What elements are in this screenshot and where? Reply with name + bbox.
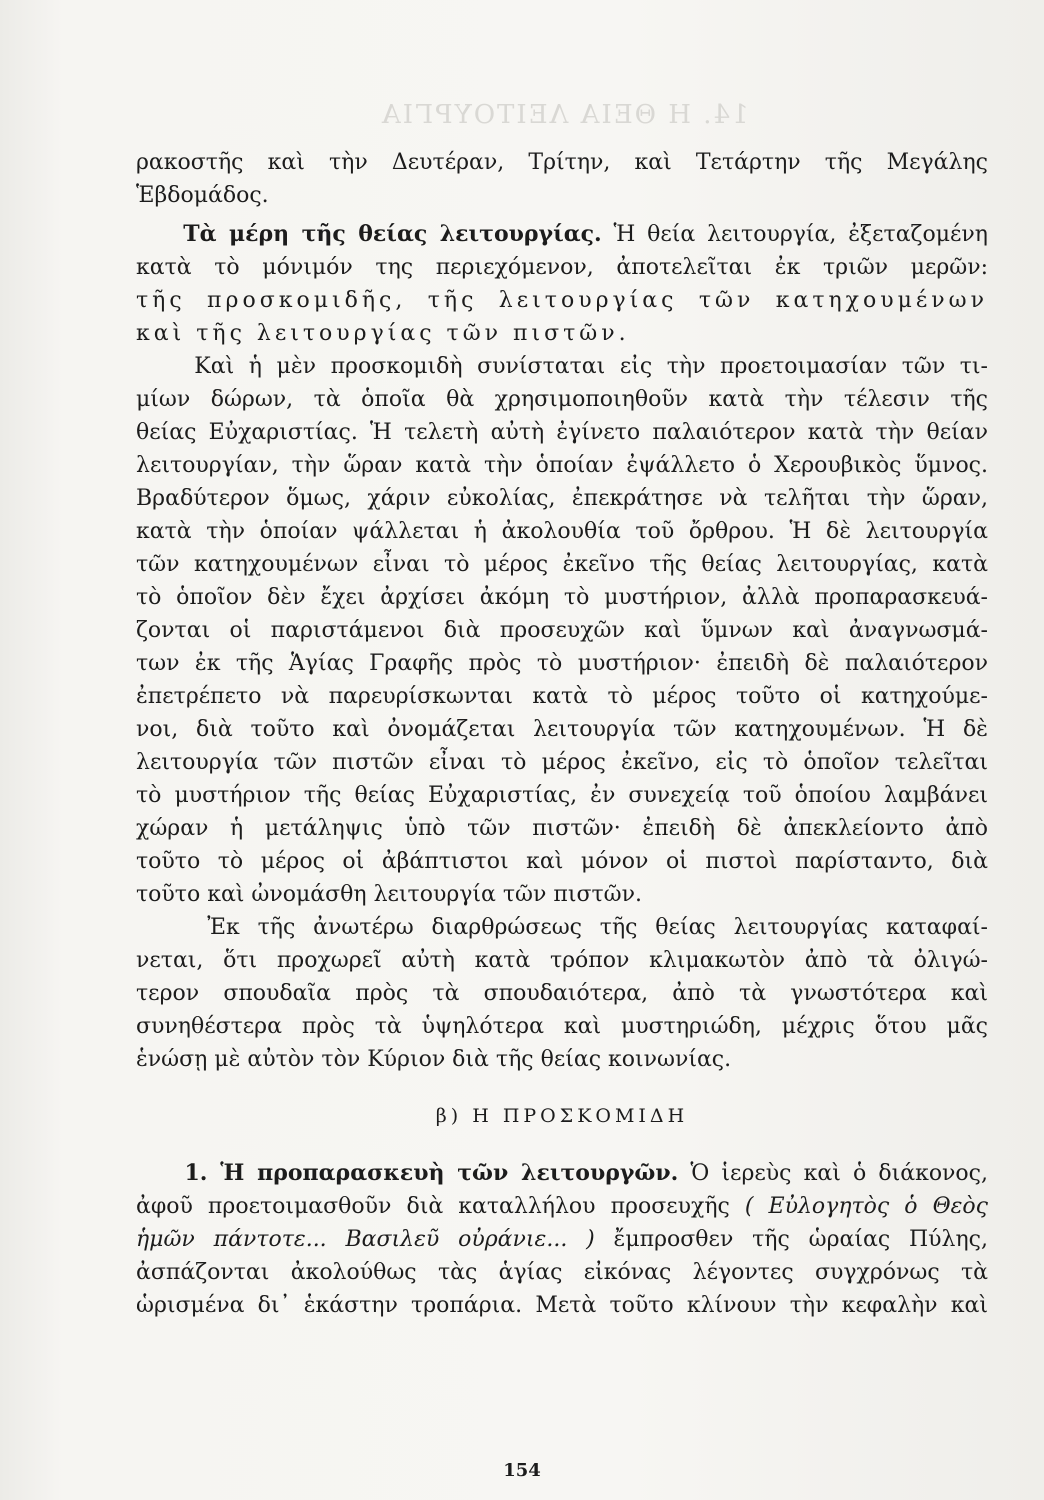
page-number: 154 [503,1460,541,1481]
italic-text: ( Εὐλογητὸς ὁ Θεὸς [744,1194,988,1219]
text-line: ζονται οἱ παριστάμενοι διὰ προσευχῶν καὶ ὕμνων καὶ ἀναγνωσμά- [136,618,988,643]
text-line: Καὶ ἡ μὲν προσκομιδὴ συνίσταται εἰς τὴν προετοιμασίαν τῶν τι- [194,354,988,379]
text-line: τοῦτο τὸ μέρος οἱ ἀβάπτιστοι καὶ μόνον οἱ πιστοὶ παρίσταντο, διὰ [136,849,988,874]
section-title: Τὰ μέρη τῆς θείας λειτουργίας. [183,221,602,247]
text-line: Βραδύτερον ὅμως, χάριν εὐκολίας, ἐπεκράτησε νὰ τελῆται τὴν ὥραν, [136,486,988,511]
text-fragment: Ἡ θεία λειτουργία, ἐξεταζομένη [601,222,988,247]
text-line: των ἐκ τῆς Ἁγίας Γραφῆς πρὸς τὸ μυστήριον· ἐπειδὴ δὲ παλαιότερον [136,651,988,676]
text-line: Ἐκ τῆς ἀνωτέρω διαρθρώσεως τῆς θείας λειτουργίας καταφαί- [207,915,988,940]
text-fragment: Ὁ ἱερεὺς καὶ ὁ διάκονος, [678,1161,988,1186]
text-line: χώραν ἡ μετάληψις ὑπὸ τῶν πιστῶν· ἐπειδὴ δὲ ἀπεκλείοντο ἀπὸ [136,816,988,841]
text-line [136,218,988,251]
text-line: τερον σπουδαῖα πρὸς τὰ σπουδαιότερα, ἀπὸ τὰ γνωστότερα καὶ [136,981,988,1006]
paragraph-5 [136,1157,988,1322]
text-line: νεται, ὅτι προχωρεῖ αὐτὴ κατὰ τρόπον κλιμακωτὸν ἀπὸ τὰ ὀλιγώ- [136,948,988,973]
section-heading: β) Η ΠΡΟΣΚΟΜΙΔΗ [435,1105,689,1127]
text-line: ἐπετρέπετο νὰ παρευρίσκωνται κατὰ τὸ μέρος τοῦτο οἱ κατηχούμε- [136,684,988,709]
text-line: νοι, διὰ τοῦτο καὶ ὀνομάζεται λειτουργία τῶν κατηχουμένων. Ἡ δὲ [136,717,988,742]
text-line: λειτουργία τῶν πιστῶν εἶναι τὸ μέρος ἐκεῖνο, εἰς τὸ ὁποῖον τελεῖται [136,750,988,775]
text-line: θείας Εὐχαριστίας. Ἡ τελετὴ αὐτὴ ἐγίνετο παλαιότερον κατὰ τὴν θείαν [136,420,988,445]
text-line: ἀσπάζονται ἀκολούθως τὰς ἁγίας εἰκόνας λέγοντες συγχρόνως τὰ [136,1260,988,1285]
text-line: καὶ τῆς λειτουργίας τῶν πιστῶν. [136,321,630,346]
text-line: ὡρισμένα δι᾽ ἑκάστην τροπάρια. Μετὰ τοῦτο κλίνουν τὴν κεφαλὴν καὶ [136,1293,988,1318]
text-line: τὸ ὁποῖον δὲν ἔχει ἀρχίσει ἀκόμη τὸ μυστήριον, ἀλλὰ προπαρασκευά- [136,585,988,610]
text-line: ἑνώσῃ μὲ αὐτὸν τὸν Κύριον διὰ τῆς θείας κοινωνίας. [136,1047,732,1072]
italic-text: ἡμῶν πάντοτε... Βασιλεῦ οὐράνιε... ) [136,1227,595,1252]
text-line [136,1157,988,1190]
body-text [136,146,988,1322]
text-line: τοῦτο καὶ ὠνομάσθη λειτουργία τῶν πιστῶν. [136,882,642,907]
text-line: ἡμῶν πάντοτε... Βασιλεῦ οὐράνιε... ) ἔμπροσθεν τῆς ὡραίας Πύλης, [136,1227,988,1252]
paragraph-1 [136,146,988,212]
text-line: κατὰ τὴν ὁποίαν ψάλλεται ἡ ἀκολουθία τοῦ ὄρθρου. Ἡ δὲ λειτουργία [136,519,988,544]
text-line: τὸ μυστήριον τῆς θείας Εὐχαριστίας, ἐν συνεχείᾳ τοῦ ὁποίου λαμβάνει [136,783,988,808]
bleed-through-header: 14. Η ΘΕΙΑ ΛΕΙΤΟΥΡΓΙΑ [380,100,749,130]
section-title: 1. Ἡ προπαρασκευὴ τῶν λειτουργῶν. [184,1160,679,1186]
text-line: μίων δώρων, τὰ ὁποῖα θὰ χρησιμοποιηθοῦν κατὰ τὴν τέλεσιν τῆς [136,387,988,412]
paragraph-3 [136,350,988,911]
text-line: συνηθέστερα πρὸς τὰ ὑψηλότερα καὶ μυστηριώδη, μέχρις ὅτου μᾶς [136,1014,988,1039]
text-line: τῶν κατηχουμένων εἶναι τὸ μέρος ἐκεῖνο τῆς θείας λειτουργίας, κατὰ [136,552,988,577]
text-line: ρακοστῆς καὶ τὴν Δευτέραν, Τρίτην, καὶ Τετάρτην τῆς Μεγάλης [136,150,988,175]
text-line: ἀφοῦ προετοιμασθοῦν διὰ καταλλήλου προσευχῆς ( Εὐλογητὸς ὁ Θεὸς [136,1194,988,1219]
text-line: Ἑβδομάδος. [136,183,269,208]
text-line: λειτουργίαν, τὴν ὥραν κατὰ τὴν ὁποίαν ἐψάλλετο ὁ Χερουβικὸς ὕμνος. [136,453,988,478]
paragraph-2 [136,218,988,350]
text-line: κατὰ τὸ μόνιμόν της περιεχόμενον, ἀποτελεῖται ἐκ τριῶν μερῶν: [136,255,988,280]
text-line: τῆς προσκομιδῆς, τῆς λειτουργίας τῶν κατηχουμένων [136,288,988,313]
paragraph-4 [136,911,988,1076]
